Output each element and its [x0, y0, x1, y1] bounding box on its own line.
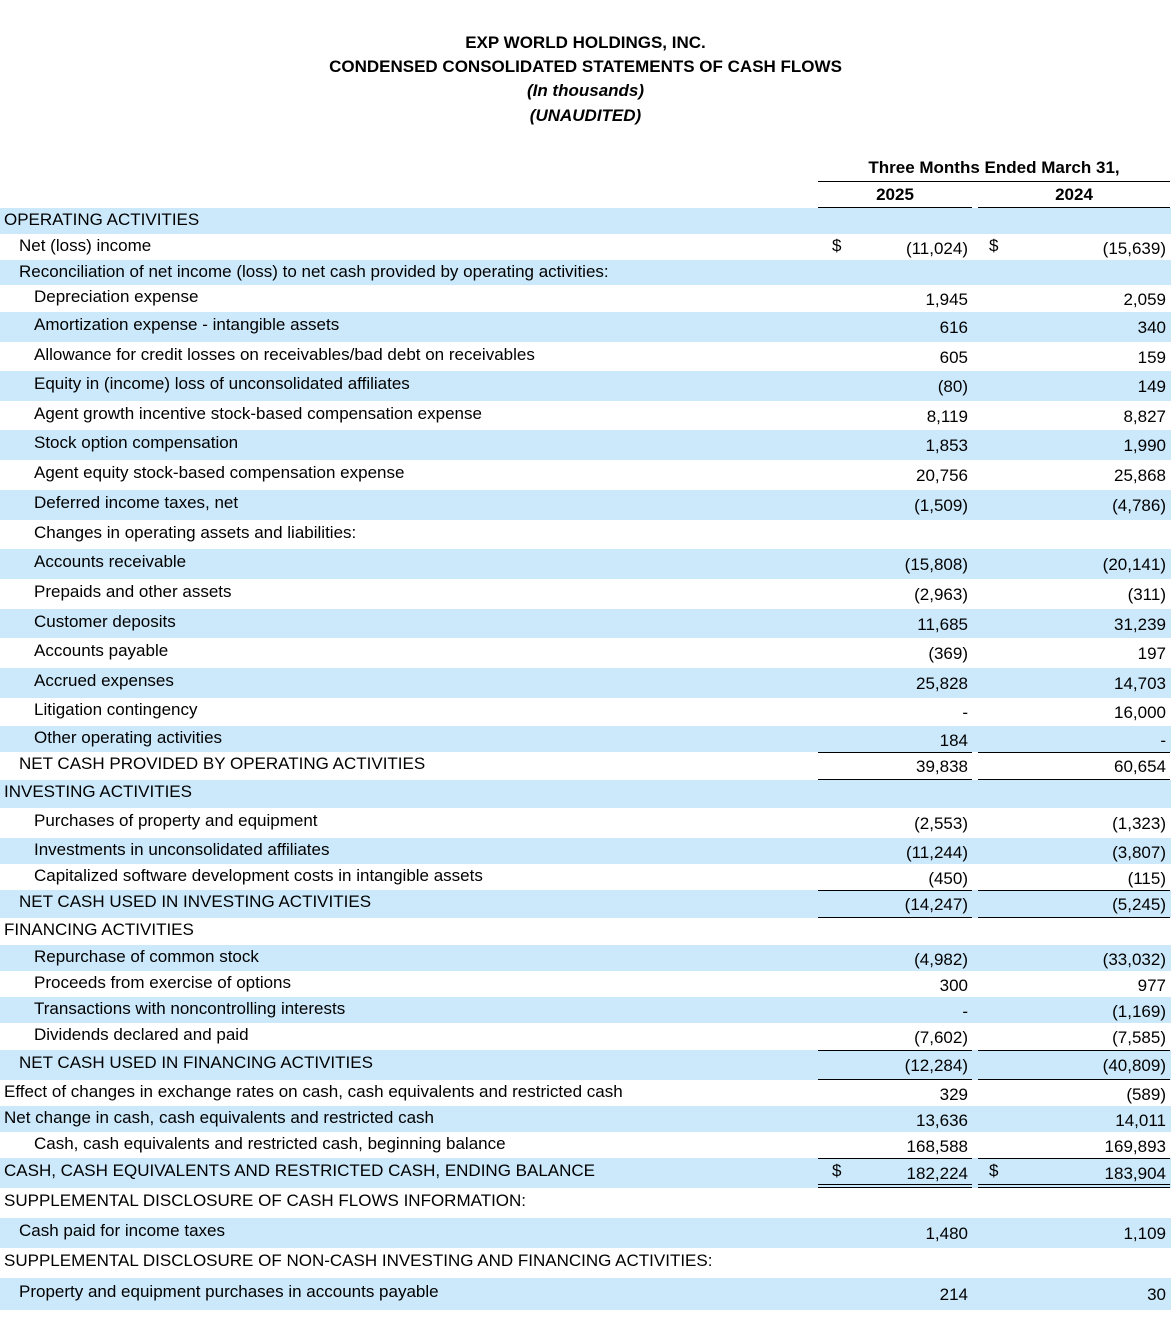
table-row — [0, 520, 1171, 549]
row-label: Customer deposits — [34, 612, 176, 631]
value-2024: - — [1160, 731, 1166, 750]
row-label: Net (loss) income — [19, 236, 152, 255]
table-row — [0, 371, 1171, 401]
row-label: FINANCING ACTIVITIES — [4, 920, 194, 939]
value-2025: 1,853 — [925, 436, 968, 455]
value-2025: - — [962, 1002, 968, 1021]
table-row — [0, 490, 1171, 520]
value-2025: - — [962, 703, 968, 722]
value-2025: (450) — [928, 869, 968, 888]
value-2024: 169,893 — [1104, 1137, 1166, 1156]
value-2025: (2,553) — [914, 814, 968, 833]
table-row — [0, 1188, 1171, 1218]
row-label: Dividends declared and paid — [34, 1025, 249, 1044]
table-row — [0, 579, 1171, 609]
table-row — [0, 430, 1171, 460]
value-2025: (1,509) — [914, 496, 968, 515]
value-2025: 20,756 — [916, 466, 968, 485]
value-2025: 1,480 — [925, 1224, 968, 1243]
value-2024: 340 — [1137, 318, 1166, 337]
row-label: CASH, CASH EQUIVALENTS AND RESTRICTED CASH, ENDING BALANCE — [4, 1161, 596, 1180]
value-2025: 11,685 — [917, 615, 968, 634]
row-label: NET CASH USED IN FINANCING ACTIVITIES — [19, 1053, 373, 1072]
double-rule — [978, 1184, 1170, 1185]
total-rule-top — [978, 1158, 1170, 1159]
value-2025: (12,284) — [904, 1056, 968, 1075]
row-label: Accounts payable — [34, 641, 169, 660]
audit-note: (UNAUDITED) — [529, 106, 642, 125]
value-2024: (311) — [1127, 585, 1166, 604]
row-label: Equity in (income) loss of unconsolidated affiliates — [34, 374, 410, 393]
value-2024: 197 — [1137, 644, 1166, 663]
value-2025: (2,963) — [914, 585, 968, 604]
table-row — [0, 1106, 1171, 1132]
value-2024: (3,807) — [1112, 843, 1166, 862]
table-row — [0, 997, 1171, 1023]
value-2024: (4,786) — [1112, 496, 1166, 515]
value-2024: (33,032) — [1102, 950, 1166, 969]
table-row — [0, 342, 1171, 371]
table-row — [0, 1132, 1171, 1158]
units-note: (In thousands) — [526, 81, 645, 100]
row-label: OPERATING ACTIVITIES — [4, 210, 200, 229]
value-2025: 25,828 — [916, 674, 968, 693]
value-2025: (80) — [937, 377, 968, 396]
row-label: Allowance for credit losses on receivables/bad debt on receivables — [34, 345, 535, 364]
table-row — [0, 890, 1171, 918]
value-2024: (115) — [1127, 869, 1166, 888]
table-row — [0, 726, 1171, 752]
row-label: Investments in unconsolidated affiliates — [34, 840, 330, 859]
table-row — [0, 864, 1171, 890]
value-2024: (1,323) — [1112, 814, 1166, 833]
value-2024: 60,654 — [1114, 757, 1166, 776]
row-label: Stock option compensation — [34, 433, 239, 452]
table-row — [0, 1278, 1171, 1310]
year-column-2025: 2025 — [876, 185, 914, 204]
value-2024: (7,585) — [1112, 1028, 1166, 1047]
table-row — [0, 460, 1171, 490]
value-2024: 25,868 — [1114, 466, 1166, 485]
value-2024: 1,109 — [1123, 1224, 1166, 1243]
row-label: Changes in operating assets and liabilities: — [34, 523, 357, 542]
subtotal-rule — [978, 752, 1170, 753]
row-label: NET CASH USED IN INVESTING ACTIVITIES — [19, 892, 372, 911]
row-label: Deferred income taxes, net — [34, 493, 239, 512]
value-2024: 149 — [1137, 377, 1166, 396]
table-row — [0, 808, 1171, 838]
table-row — [0, 1248, 1171, 1278]
row-label: Purchases of property and equipment — [34, 811, 318, 830]
value-2025: 605 — [939, 348, 968, 367]
table-row — [0, 312, 1171, 342]
value-2025: (14,247) — [904, 895, 968, 914]
value-2024: 159 — [1137, 348, 1166, 367]
row-label: Accrued expenses — [34, 671, 174, 690]
double-rule — [818, 1184, 972, 1185]
row-label: Reconciliation of net income (loss) to net cash provided by operating activities: — [19, 262, 609, 281]
subtotal-rule — [978, 1050, 1170, 1051]
row-label: Property and equipment purchases in accounts payable — [19, 1282, 439, 1301]
table-row — [0, 1218, 1171, 1248]
row-label: Other operating activities — [34, 728, 223, 747]
table-row — [0, 1023, 1171, 1050]
value-2024: (589) — [1126, 1085, 1166, 1104]
table-row — [0, 260, 1171, 285]
value-2024: (20,141) — [1102, 555, 1166, 574]
row-label: INVESTING ACTIVITIES — [4, 782, 192, 801]
value-2025: 300 — [939, 976, 968, 995]
value-2025: 214 — [939, 1285, 968, 1304]
row-label: Cash, cash equivalents and restricted cash, beginning balance — [34, 1134, 506, 1153]
value-2025: (11,024) — [905, 239, 968, 258]
value-2024: 16,000 — [1114, 703, 1166, 722]
currency-symbol: $ — [989, 236, 999, 255]
row-label: NET CASH PROVIDED BY OPERATING ACTIVITIES — [19, 754, 426, 773]
value-2025: 168,588 — [906, 1137, 968, 1156]
row-label: SUPPLEMENTAL DISCLOSURE OF NON-CASH INVESTING AND FINANCING ACTIVITIES: — [4, 1251, 713, 1270]
row-label: Transactions with noncontrolling interests — [34, 999, 346, 1018]
subtotal-rule — [818, 1050, 972, 1051]
table-row — [0, 1050, 1171, 1080]
table-row — [0, 698, 1171, 726]
period-header: Three Months Ended March 31, — [868, 158, 1120, 177]
value-2024: 30 — [1147, 1285, 1166, 1304]
value-2025: 39,838 — [916, 757, 968, 776]
value-2025: 13,636 — [916, 1111, 968, 1130]
value-2025: (4,982) — [914, 950, 968, 969]
value-2024: 1,990 — [1123, 436, 1166, 455]
table-row — [0, 971, 1171, 997]
subtotal-rule — [818, 890, 972, 891]
table-row — [0, 838, 1171, 864]
value-2025: (7,602) — [914, 1028, 968, 1047]
table-row — [0, 752, 1171, 780]
value-2025: (15,808) — [904, 555, 968, 574]
value-2025: 184 — [939, 731, 968, 750]
value-2024: 8,827 — [1123, 407, 1166, 426]
statement-title: CONDENSED CONSOLIDATED STATEMENTS OF CASH FLOWS — [329, 57, 842, 76]
table-row — [0, 780, 1171, 808]
table-row — [0, 945, 1171, 971]
table-row — [0, 285, 1171, 312]
subtotal-rule — [818, 752, 972, 753]
table-row — [0, 549, 1171, 579]
period-header-rule — [818, 181, 1170, 182]
row-label: Prepaids and other assets — [34, 582, 232, 601]
row-label: Accounts receivable — [34, 552, 187, 571]
table-row — [0, 638, 1171, 668]
total-rule-top — [818, 1158, 972, 1159]
row-label: Agent equity stock-based compensation expense — [34, 463, 405, 482]
value-2025: 8,119 — [926, 407, 968, 426]
value-2024: 183,904 — [1104, 1164, 1166, 1183]
value-2024: (15,639) — [1102, 239, 1166, 258]
table-row — [0, 918, 1171, 945]
value-2024: (1,169) — [1112, 1002, 1166, 1021]
value-2024: 977 — [1137, 976, 1166, 995]
table-row — [0, 609, 1171, 638]
row-label: Cash paid for income taxes — [19, 1221, 225, 1240]
table-row — [0, 1080, 1171, 1106]
value-2025: (11,244) — [905, 843, 968, 862]
row-label: Proceeds from exercise of options — [34, 973, 292, 992]
value-2024: 14,011 — [1115, 1111, 1166, 1130]
row-label: Litigation contingency — [34, 700, 198, 719]
value-2024: (5,245) — [1112, 895, 1166, 914]
value-2024: (40,809) — [1102, 1056, 1166, 1075]
value-2025: 182,224 — [906, 1164, 968, 1183]
currency-symbol: $ — [832, 236, 842, 255]
value-2024: 2,059 — [1123, 290, 1166, 309]
year-column-2024: 2024 — [1055, 185, 1093, 204]
value-2025: 329 — [939, 1085, 968, 1104]
table-row — [0, 401, 1171, 430]
table-row — [0, 668, 1171, 698]
table-row — [0, 208, 1171, 234]
row-label: Depreciation expense — [34, 287, 199, 306]
row-label: Repurchase of common stock — [34, 947, 259, 966]
currency-symbol: $ — [832, 1161, 842, 1180]
company-name: EXP WORLD HOLDINGS, INC. — [465, 33, 706, 52]
subtotal-rule — [978, 890, 1170, 891]
row-label: Amortization expense - intangible assets — [34, 315, 340, 334]
row-label: SUPPLEMENTAL DISCLOSURE OF CASH FLOWS INFORMATION: — [4, 1191, 527, 1210]
table-row — [0, 234, 1171, 260]
value-2025: 616 — [939, 318, 968, 337]
row-label: Capitalized software development costs in intangible assets — [34, 866, 483, 885]
row-label: Agent growth incentive stock-based compensation expense — [34, 404, 482, 423]
value-2025: (369) — [928, 644, 968, 663]
row-label: Effect of changes in exchange rates on cash, cash equivalents and restricted cash — [4, 1082, 623, 1101]
row-label: Net change in cash, cash equivalents and restricted cash — [4, 1108, 434, 1127]
table-row — [0, 1158, 1171, 1188]
value-2024: 14,703 — [1114, 674, 1166, 693]
value-2025: 1,945 — [925, 290, 968, 309]
value-2024: 31,239 — [1114, 615, 1166, 634]
currency-symbol: $ — [989, 1161, 999, 1180]
